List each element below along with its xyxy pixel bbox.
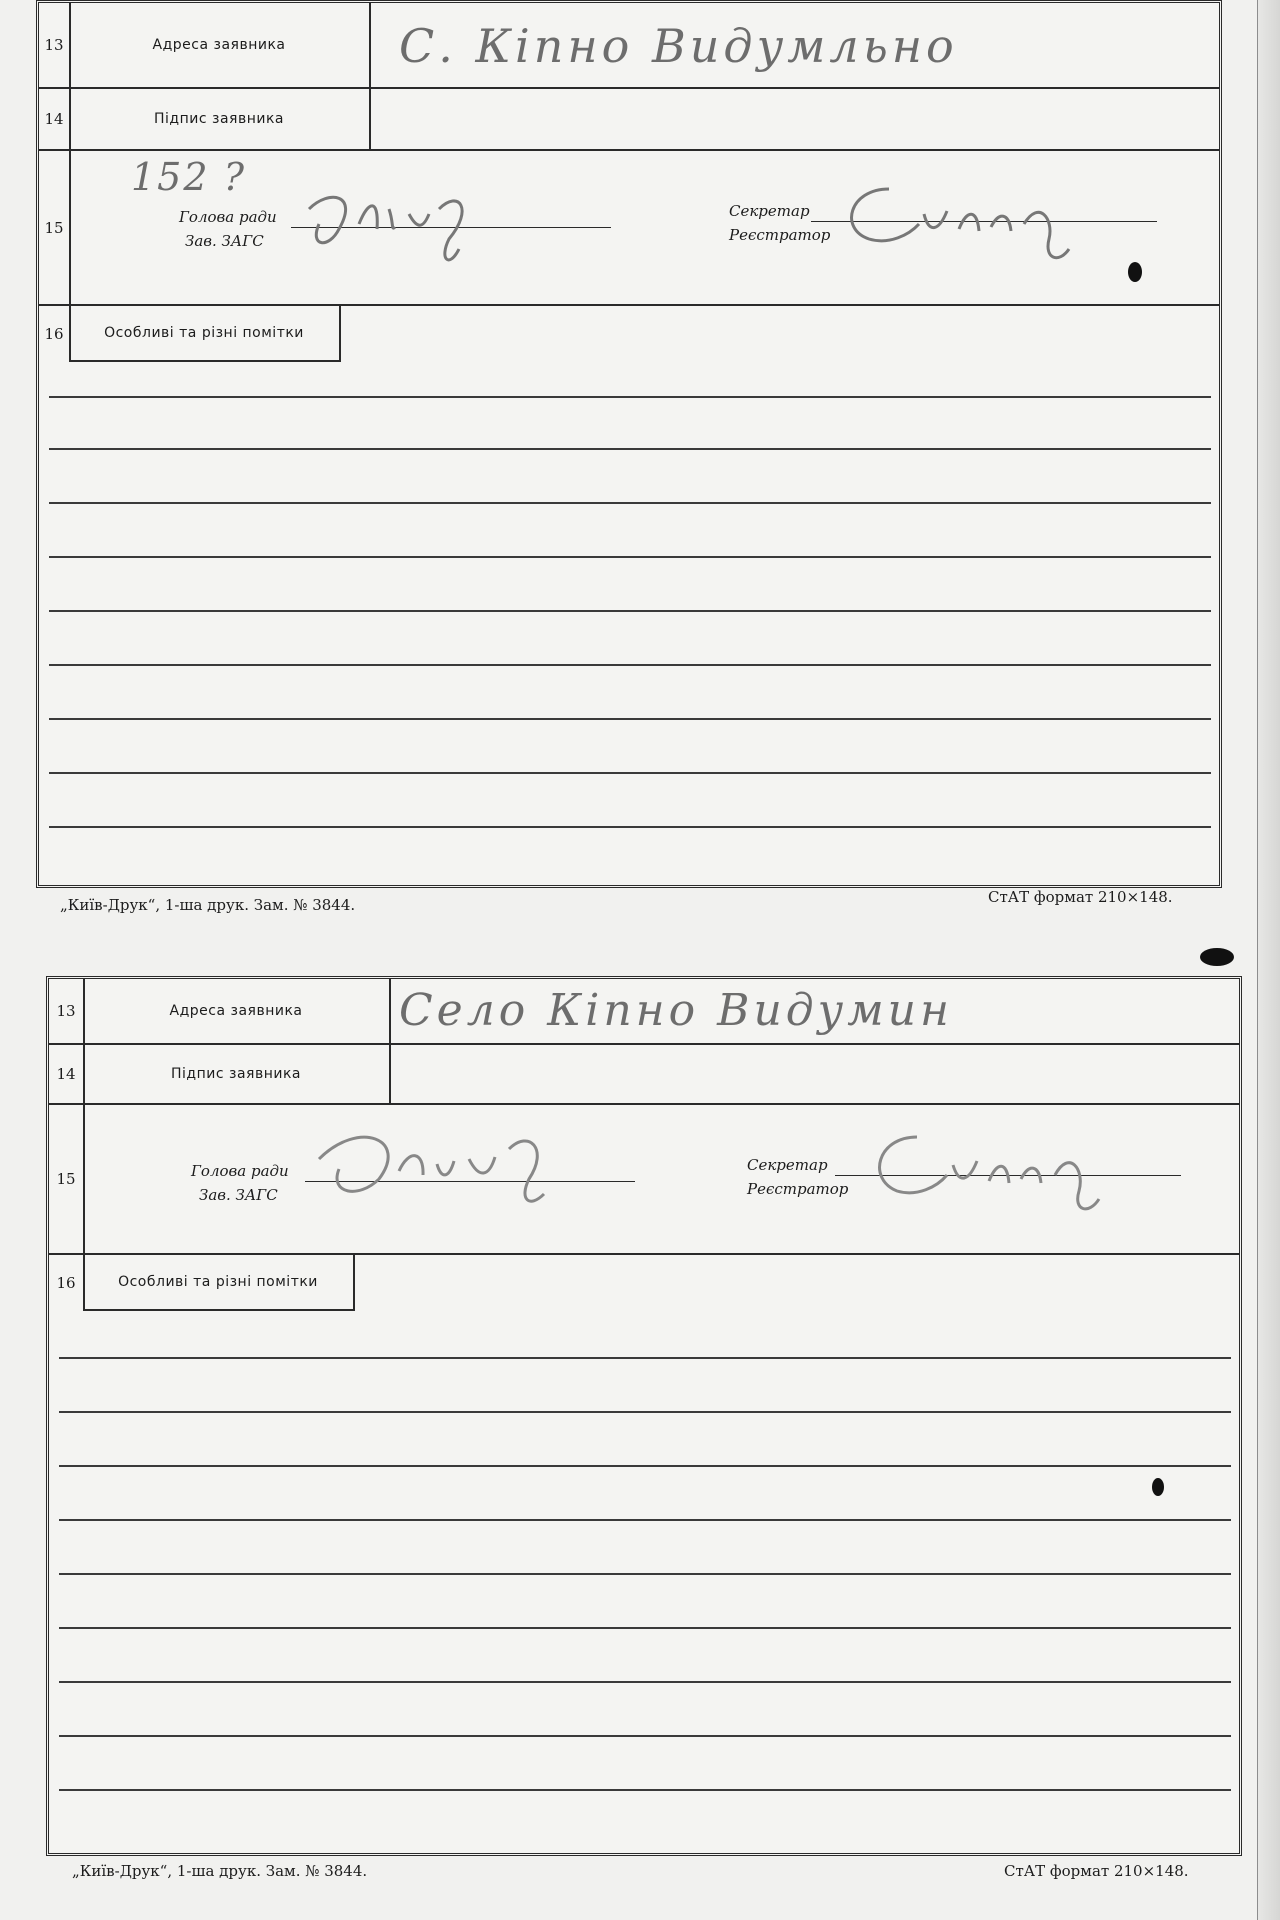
registry-form-2 [46,976,1242,1856]
secretary-label: Секретар [729,202,810,220]
note-line [49,396,1211,398]
row-number: 15 [39,151,71,304]
secretary-label: Секретар [747,1156,828,1174]
notes-area [49,1311,1239,1853]
applicant-address-label: Адреса заявника [69,3,371,87]
row-applicant-signature [49,1045,1239,1105]
secretary-signature [829,169,1129,279]
format-imprint: СтАТ формат 210×148. [1004,1862,1189,1880]
note-line [49,448,1211,450]
margin-note: 152 ? [131,155,246,199]
note-line [49,826,1211,828]
applicant-signature-label: Підпис заявника [83,1045,391,1103]
row-number: 14 [39,89,71,149]
head-label: Голова ради [179,208,277,226]
applicant-signature-label: Підпис заявника [69,89,371,149]
row-number: 16 [39,306,71,362]
applicant-address-value: Село Кіпно Видумин [399,985,954,1036]
printer-imprint: „Київ-Друк“, 1-ша друк. Зам. № 3844. [60,896,356,914]
row-applicant-address [49,979,1239,1045]
head-signature [299,1109,599,1219]
applicant-address-value: С. Кіпно Видумльно [399,19,958,73]
row-number: 13 [49,979,85,1043]
row-special-notes [49,1255,1239,1311]
note-line [59,1627,1231,1629]
row-applicant-signature [39,89,1219,151]
head-label: Голова ради [191,1162,289,1180]
note-line [59,1357,1231,1359]
page-edge [1257,0,1280,1920]
note-line [49,556,1211,558]
ink-stain [1128,262,1142,282]
note-line [49,664,1211,666]
applicant-address-label: Адреса заявника [83,979,391,1043]
note-line [59,1411,1231,1413]
row-special-notes [39,306,1219,362]
special-notes-label: Особливі та різні помітки [69,306,341,362]
note-line [59,1519,1231,1521]
secretary-signature [857,1119,1157,1229]
row-number: 14 [49,1045,85,1103]
ink-stain [1152,1478,1164,1496]
registrar-head-label: Зав. ЗАГС [199,1186,278,1204]
note-line [49,502,1211,504]
registrar-head-label: Зав. ЗАГС [185,232,264,250]
format-imprint: СтАТ формат 210×148. [988,888,1173,906]
notes-area [39,362,1219,885]
note-line [49,718,1211,720]
row-number: 15 [49,1105,85,1253]
registrar-label: Реєстратор [747,1180,849,1198]
head-signature [299,169,559,279]
note-line [59,1681,1231,1683]
registrar-label: Реєстратор [729,226,831,244]
note-line [59,1573,1231,1575]
row-number: 13 [39,3,71,87]
note-line [59,1465,1231,1467]
row-number: 16 [49,1255,85,1311]
special-notes-label: Особливі та різні помітки [83,1255,355,1311]
ink-stain [1200,948,1234,966]
note-line [59,1789,1231,1791]
note-line [49,610,1211,612]
printer-imprint: „Київ-Друк“, 1-ша друк. Зам. № 3844. [72,1862,368,1880]
registry-form-1 [36,0,1222,888]
row-applicant-address [39,3,1219,89]
row-officials [39,151,1219,306]
note-line [49,772,1211,774]
note-line [59,1735,1231,1737]
row-officials [49,1105,1239,1255]
